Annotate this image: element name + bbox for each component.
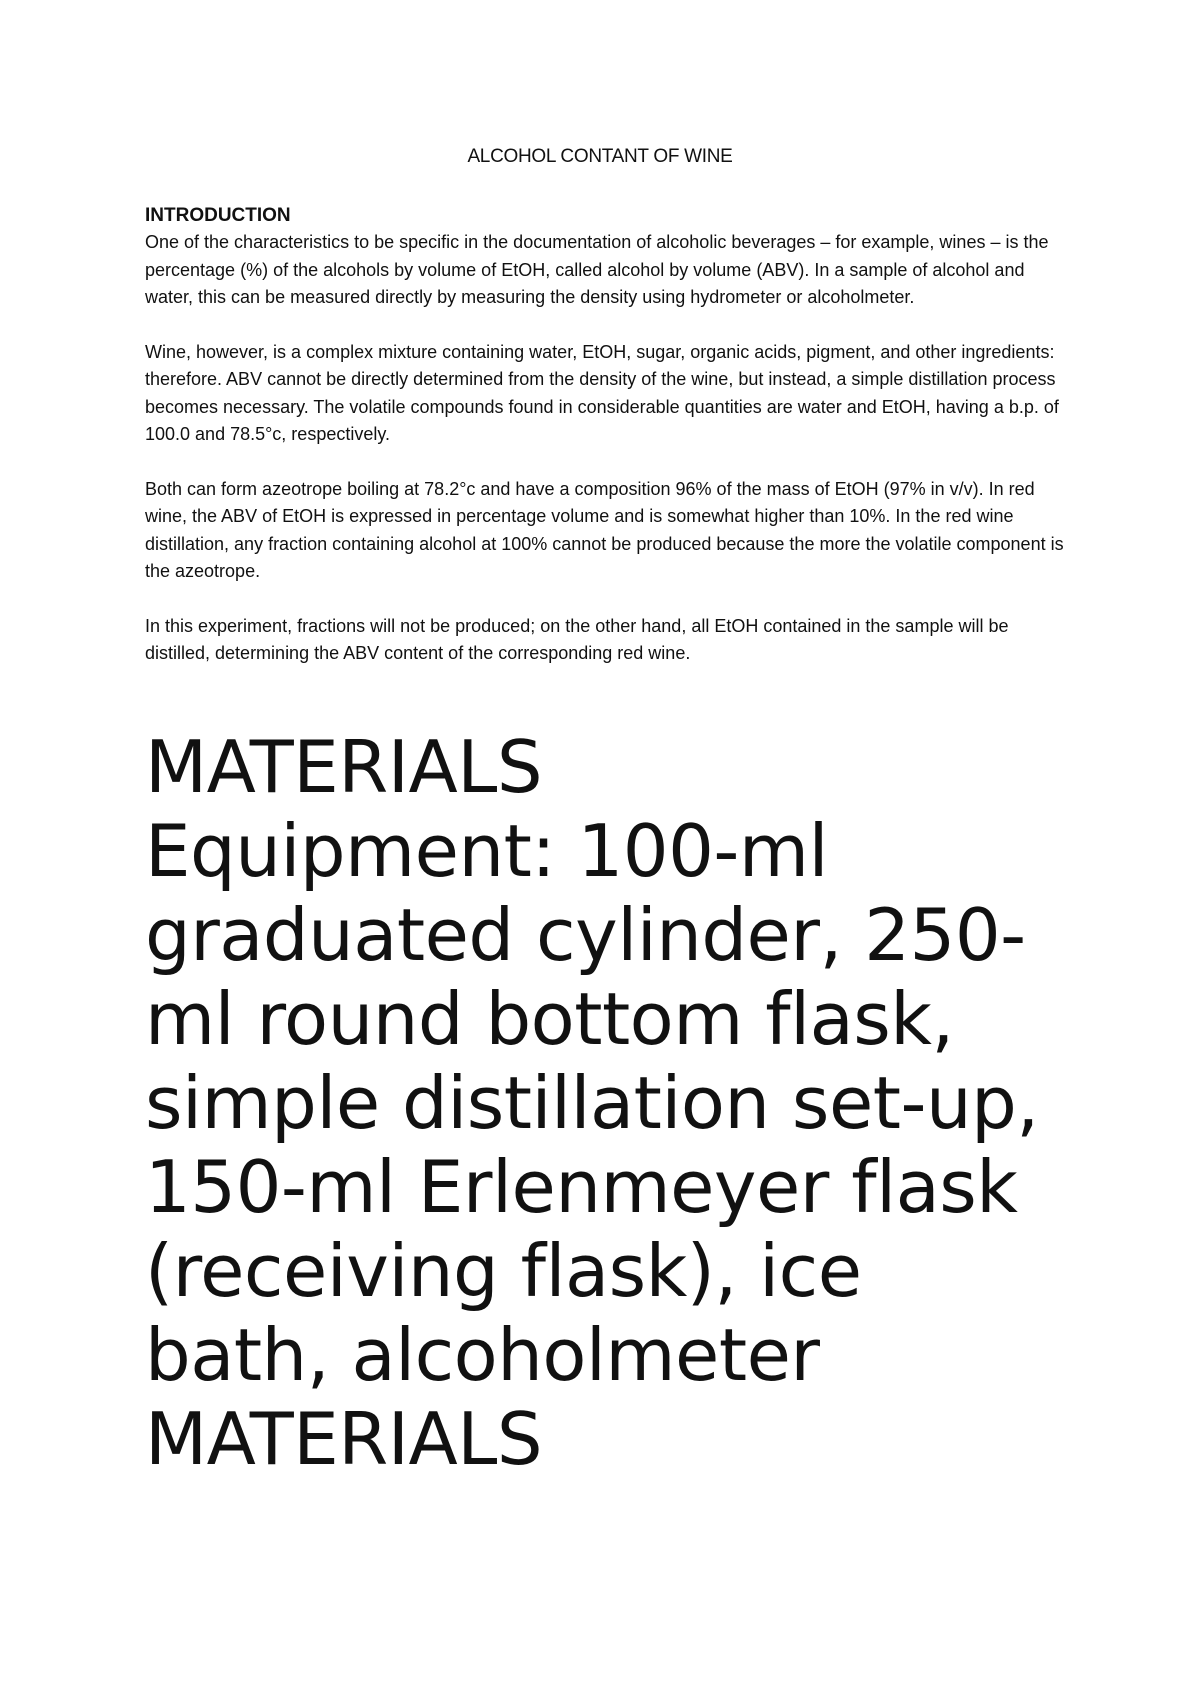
materials-section [145, 725, 1065, 1481]
materials-heading-repeat: MATERIALS [145, 1397, 543, 1481]
materials-heading: MATERIALS [145, 725, 543, 809]
introduction-section [145, 203, 1065, 695]
introduction-paragraph-3: Both can form azeotrope boiling at 78.2°c and have a composition 96% of the mass of EtOH (97% in v/v). In red wine, the ABV of EtOH is expressed in percentage volume and is somewhat higher than 10%. In the red wine distillation, any fraction containing alcohol at 100% cannot be produced because the more the volatile component is the azeotrope. [145, 478, 1064, 581]
introduction-heading: INTRODUCTION [145, 205, 291, 226]
introduction-paragraph-1: One of the characteristics to be specific in the documentation of alcoholic beverages – for example, wines – is the percentage (%) of the alcohols by volume of EtOH, called alcohol by volume (ABV). In a sample of alcohol and water, this can be measured directly by measuring the density using hydrometer or alcoholmeter. [145, 232, 1049, 307]
introduction-paragraph-4: In this experiment, fractions will not be produced; on the other hand, all EtOH contained in the sample will be distilled, determining the ABV content of the corresponding red wine. [145, 615, 1009, 663]
materials-equipment-text: Equipment: 100-ml graduated cylinder, 250-ml round bottom flask, simple distillation set-up, 150-ml Erlenmeyer flask (receiving flask), ice bath, alcoholmeter [145, 809, 1039, 1397]
document-title: ALCOHOL CONTANT OF WINE [467, 146, 733, 167]
introduction-paragraph-2: Wine, however, is a complex mixture containing water, EtOH, sugar, organic acids, pigment, and other ingredients: therefore. ABV cannot be directly determined from the density of the wine, but instead, a simple distillation process becomes necessary. The volatile compounds found in considerable quantities are water and EtOH, having a b.p. of 100.0 and 78.5°c, respectively. [145, 341, 1059, 444]
